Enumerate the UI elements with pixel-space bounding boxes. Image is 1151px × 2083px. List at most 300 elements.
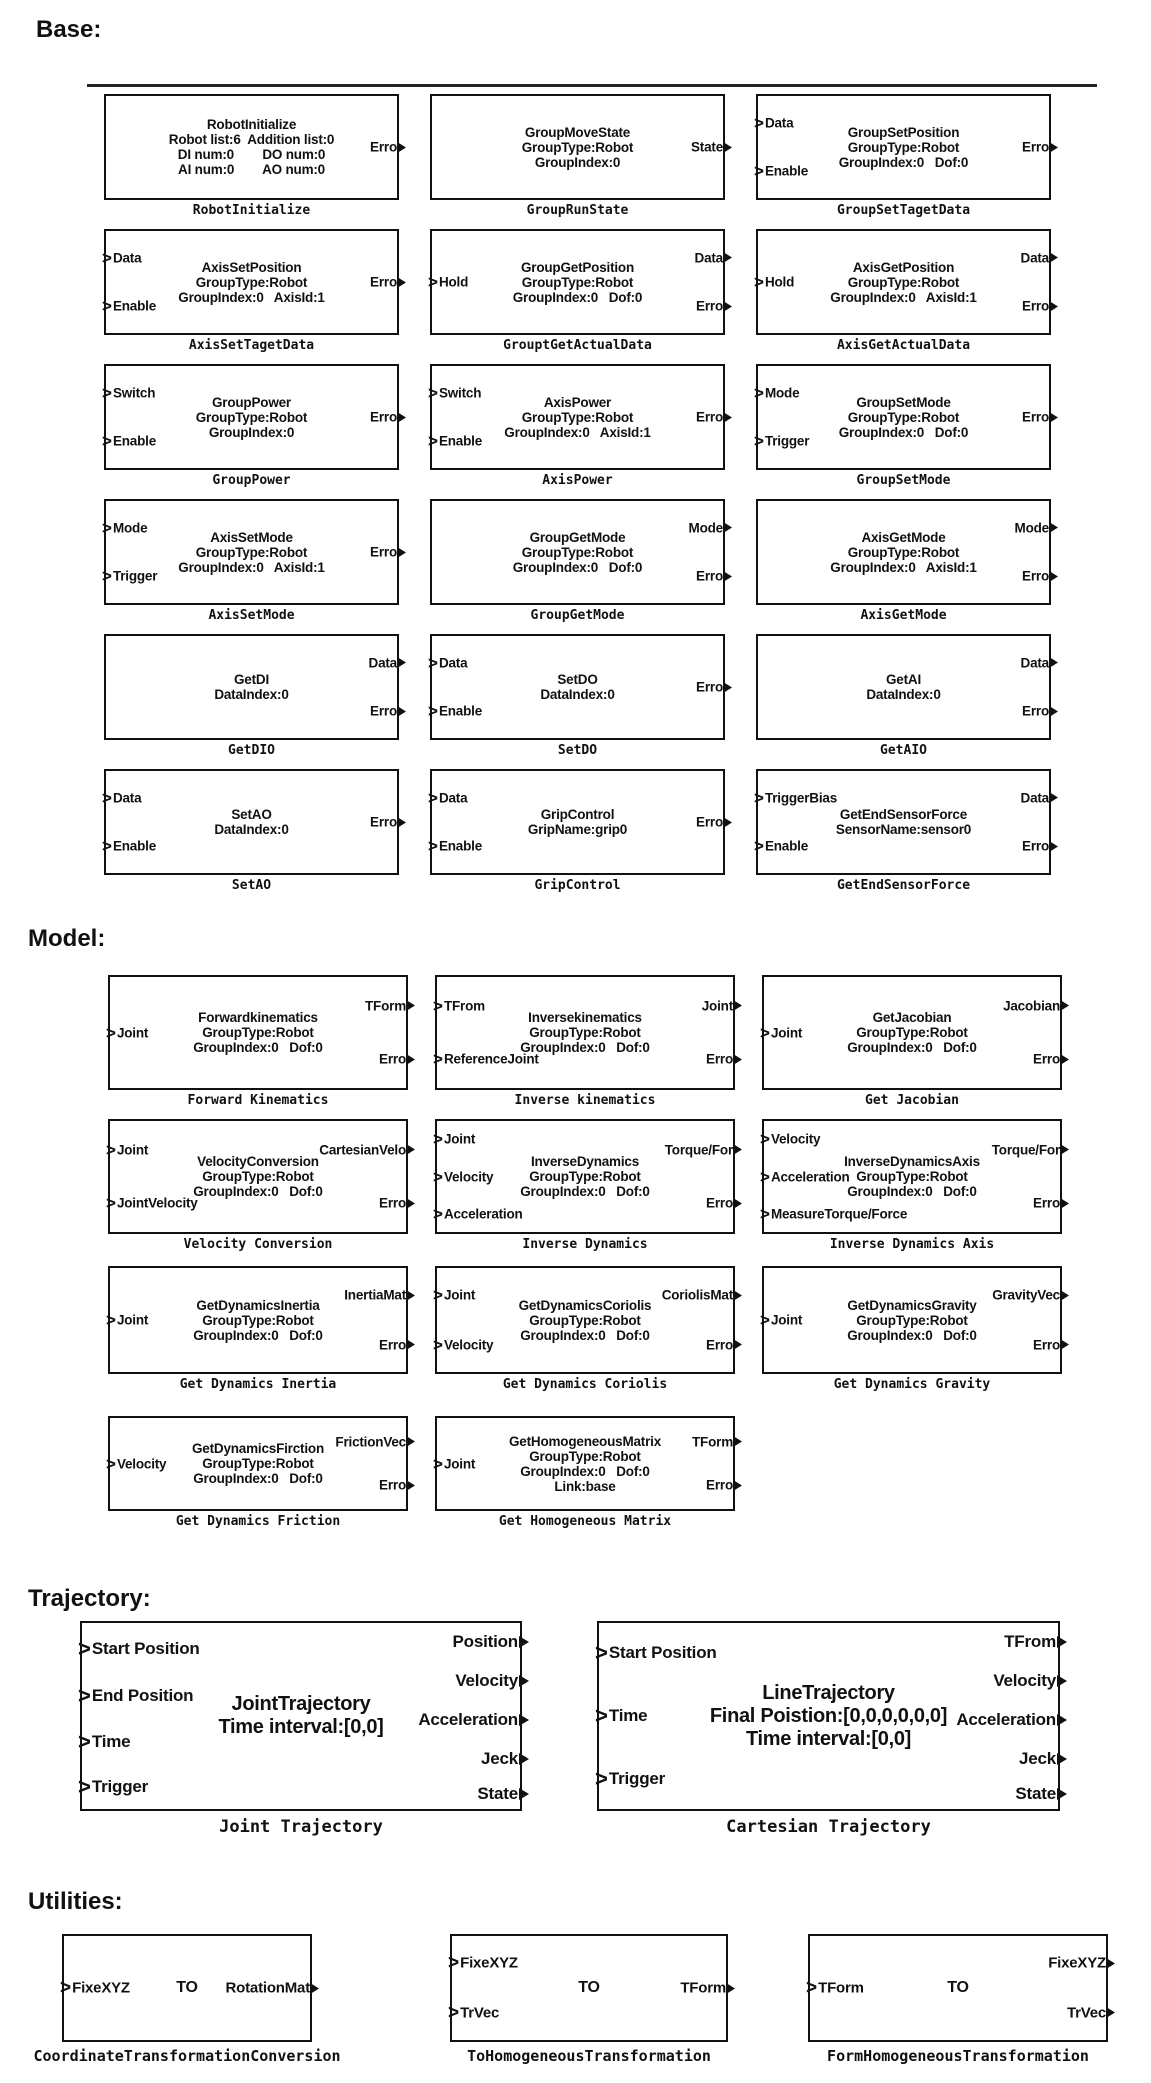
output-port-erro[interactable]	[370, 704, 406, 719]
output-arrow-icon	[724, 253, 732, 263]
block-text-line: GroupType:Robot	[202, 1312, 314, 1328]
output-port-erro[interactable]	[696, 569, 732, 584]
input-port-joint[interactable]	[106, 1312, 148, 1329]
block-cell-get-homogeneous-matrix	[435, 1416, 735, 1531]
port-label: CartesianVelo	[319, 1142, 406, 1158]
block-groupsetmode[interactable]	[756, 364, 1051, 470]
block-get-jacobian[interactable]	[762, 975, 1062, 1090]
input-port-joint[interactable]	[433, 1455, 475, 1472]
block-axissettagetdata[interactable]	[104, 229, 399, 335]
input-port-time[interactable]	[595, 1705, 647, 1727]
block-text-line: AI num:0 AO num:0	[178, 162, 325, 177]
block-setdo[interactable]	[430, 634, 725, 740]
block-caption-text: AxisGetActualData	[836, 338, 971, 353]
block-caption-text: Get Dynamics Friction	[175, 1514, 341, 1529]
input-port-trigger[interactable]	[78, 1773, 149, 1799]
block-coordinatetransformationconversion[interactable]	[62, 1934, 312, 2042]
block-cell-setdo	[430, 634, 725, 760]
port-label: FixeXYZ	[72, 1979, 130, 1997]
block-caption-text: Inverse kinematics	[514, 1093, 656, 1108]
block-caption-text: GroupRunState	[526, 203, 629, 218]
block-text-line: GroupPower	[211, 394, 291, 410]
input-port-triggerbias[interactable]	[754, 789, 837, 806]
port-label: State	[477, 1784, 518, 1804]
input-port-icon: >	[102, 518, 112, 538]
block-cell-groupgetmode	[430, 499, 725, 625]
port-label: Joint	[443, 1131, 476, 1147]
input-port-measuretorque-force[interactable]	[760, 1206, 907, 1223]
output-port-state[interactable]	[477, 1784, 529, 1804]
block-caption	[104, 202, 399, 220]
output-port-erro[interactable]	[706, 1337, 742, 1352]
output-port-jeck[interactable]	[1019, 1749, 1067, 1769]
output-arrow-icon	[1057, 1636, 1067, 1648]
block-text-line: GroupIndex:0 AxisId:1	[504, 424, 651, 440]
output-port-erro[interactable]	[706, 1052, 742, 1067]
output-port-data[interactable]	[1021, 655, 1058, 670]
port-label: TFrom	[1004, 1631, 1056, 1651]
block-text-line: GroupMoveState	[524, 124, 631, 140]
output-port-erro[interactable]	[379, 1196, 415, 1211]
output-port-erro[interactable]	[1022, 299, 1058, 314]
block-cell-setao	[104, 769, 399, 895]
port-label: Time	[608, 1706, 648, 1725]
block-text	[106, 96, 397, 198]
block-setao[interactable]	[104, 769, 399, 875]
port-label: Erro	[706, 1477, 733, 1493]
input-port-enable[interactable]	[102, 433, 156, 450]
port-label: Time	[91, 1732, 131, 1752]
block-text-line: GetDynamicsInertia	[196, 1297, 320, 1313]
input-port-icon: >	[78, 1636, 91, 1662]
block-cell-axissettagetdata	[104, 229, 399, 355]
block-text-line: GetAI	[885, 672, 921, 687]
block-grouptgetactualdata[interactable]	[430, 229, 725, 335]
output-port-velocity[interactable]	[455, 1671, 529, 1691]
output-port-data[interactable]	[1021, 790, 1058, 805]
input-port-icon: >	[595, 1703, 608, 1728]
block-caption	[104, 742, 399, 760]
input-port-hold[interactable]	[428, 274, 468, 291]
block-caption-text: Inverse Dynamics Axis	[829, 1237, 995, 1252]
output-port-data[interactable]	[1021, 250, 1058, 265]
output-port-state[interactable]	[1015, 1784, 1067, 1804]
input-port-icon: >	[754, 836, 764, 856]
block-text-line: AxisGetPosition	[852, 259, 955, 275]
block-text-line: GroupIndex:0 Dof:0	[838, 424, 969, 440]
port-label: Erro	[696, 679, 723, 695]
block-caption-text: Velocity Conversion	[183, 1237, 333, 1252]
output-port-erro[interactable]	[706, 1196, 742, 1211]
block-row	[0, 499, 1151, 625]
output-port-rotationmat[interactable]	[226, 1980, 319, 1997]
output-port-acceleration[interactable]	[418, 1710, 529, 1730]
input-port-joint[interactable]	[760, 1024, 802, 1041]
block-text-line: DataIndex:0	[214, 687, 289, 702]
output-port-data[interactable]	[369, 655, 406, 670]
block-text	[764, 977, 1060, 1088]
output-port-erro[interactable]	[1022, 410, 1058, 425]
input-port-velocity[interactable]	[760, 1130, 820, 1147]
block-grouprunstate[interactable]	[430, 94, 725, 200]
block-text-line: GroupIndex:0	[208, 424, 295, 440]
block-text	[110, 1268, 406, 1372]
block-text-line: Forwardkinematics	[198, 1010, 318, 1025]
port-label: FixeXYZ	[460, 1954, 518, 1972]
output-port-mode[interactable]	[689, 520, 732, 535]
input-port-enable[interactable]	[754, 163, 808, 180]
input-port-icon: >	[78, 1773, 91, 1799]
block-caption-text: ToHomogeneousTransformation	[467, 2047, 711, 2065]
output-port-joint[interactable]	[702, 998, 742, 1013]
port-label: Jacobian	[1003, 998, 1060, 1014]
output-port-data[interactable]	[695, 250, 732, 265]
port-label: Trigger	[112, 568, 158, 584]
block-cell-getaio	[756, 634, 1051, 760]
output-port-erro[interactable]	[379, 1478, 415, 1493]
block-robotinitialize[interactable]	[104, 94, 399, 200]
input-port-icon: >	[428, 653, 438, 673]
output-port-inertiamat[interactable]	[344, 1288, 415, 1303]
block-caption	[756, 607, 1051, 625]
output-port-erro[interactable]	[696, 680, 732, 695]
output-port-erro[interactable]	[1022, 839, 1058, 854]
input-port-enable[interactable]	[102, 838, 156, 855]
input-port-joint[interactable]	[106, 1024, 148, 1041]
input-port-data[interactable]	[428, 789, 467, 806]
block-get-homogeneous-matrix[interactable]	[435, 1416, 735, 1511]
output-port-erro[interactable]	[1022, 704, 1058, 719]
input-port-data[interactable]	[102, 789, 141, 806]
input-port-icon: >	[760, 1129, 770, 1149]
input-port-tform[interactable]	[806, 1979, 864, 1998]
output-port-jeck[interactable]	[481, 1749, 529, 1769]
block-caption-text: AxisGetMode	[860, 608, 947, 623]
input-port-tfrom[interactable]	[433, 997, 485, 1014]
block-inverse-dynamics-axis[interactable]	[762, 1119, 1062, 1234]
output-port-trvec[interactable]	[1067, 2004, 1115, 2021]
block-caption	[104, 877, 399, 895]
output-port-erro[interactable]	[1022, 140, 1058, 155]
output-port-torque-for[interactable]	[992, 1142, 1069, 1157]
block-text-line: GroupGetPosition	[520, 259, 635, 275]
input-port-end-position[interactable]	[78, 1682, 194, 1708]
input-port-icon: >	[78, 1729, 91, 1755]
input-port-referencejoint[interactable]	[433, 1051, 539, 1068]
block-text-line: GroupIndex:0 Dof:0	[520, 1463, 650, 1479]
input-port-enable[interactable]	[102, 298, 156, 315]
port-label: Erro	[1022, 298, 1049, 314]
block-text-line: GroupType:Robot	[847, 139, 960, 155]
block-text-line: DI num:0 DO num:0	[177, 147, 326, 162]
port-label: Data	[1020, 655, 1049, 671]
block-get-dynamics-coriolis[interactable]	[435, 1266, 735, 1374]
block-caption-text: RobotInitialize	[192, 203, 311, 218]
port-label: Torque/For	[664, 1142, 733, 1158]
block-getaio[interactable]	[756, 634, 1051, 740]
block-getdio[interactable]	[104, 634, 399, 740]
port-label: Data	[764, 115, 794, 131]
input-port-hold[interactable]	[754, 274, 794, 291]
output-port-torque-for[interactable]	[665, 1142, 742, 1157]
block-caption-text: Cartesian Trajectory	[726, 1817, 931, 1837]
output-port-erro[interactable]	[696, 299, 732, 314]
input-port-enable[interactable]	[754, 838, 808, 855]
input-port-icon: >	[433, 1335, 443, 1355]
input-port-acceleration[interactable]	[433, 1206, 523, 1223]
block-text	[106, 636, 397, 738]
input-port-mode[interactable]	[102, 519, 147, 536]
output-arrow-icon	[1061, 1340, 1069, 1350]
input-port-enable[interactable]	[428, 433, 482, 450]
block-caption	[430, 472, 725, 490]
output-port-gravityvec[interactable]	[992, 1288, 1069, 1303]
block-axispower[interactable]	[430, 364, 725, 470]
input-port-icon: >	[433, 1167, 443, 1186]
output-arrow-icon	[407, 1198, 415, 1208]
block-row	[0, 1266, 1151, 1394]
port-label: TrVec	[460, 2004, 500, 2022]
output-arrow-icon	[1061, 1001, 1069, 1011]
block-text-line: GroupType:Robot	[521, 139, 634, 155]
input-port-joint[interactable]	[106, 1141, 148, 1158]
block-tohomogeneoustransformation[interactable]	[450, 1934, 728, 2042]
input-port-trigger[interactable]	[102, 568, 157, 585]
block-axisgetactualdata[interactable]	[756, 229, 1051, 335]
output-port-erro[interactable]	[1033, 1337, 1069, 1352]
output-port-erro[interactable]	[1022, 569, 1058, 584]
block-text-line: GroupIndex:0 Dof:0	[193, 1327, 323, 1343]
port-label: Erro	[379, 1477, 406, 1493]
block-cell-inverse-dynamics	[435, 1119, 735, 1254]
section-heading-utilities: Utilities:	[28, 1888, 123, 1915]
output-arrow-icon	[1050, 523, 1058, 533]
output-port-frictionvec[interactable]	[335, 1434, 415, 1449]
block-text	[106, 501, 397, 603]
block-text-line: GroupSetMode	[856, 394, 951, 410]
output-port-tform[interactable]	[365, 998, 415, 1013]
block-cell-inverse-kinematics	[435, 975, 735, 1110]
output-port-erro[interactable]	[706, 1478, 742, 1493]
block-text-line: GroupType:Robot	[202, 1169, 314, 1184]
output-port-mode[interactable]	[1015, 520, 1058, 535]
block-caption	[597, 1816, 1060, 1838]
input-port-switch[interactable]	[102, 384, 155, 401]
block-caption	[430, 742, 725, 760]
output-port-state[interactable]	[691, 140, 732, 155]
output-port-erro[interactable]	[696, 815, 732, 830]
input-port-velocity[interactable]	[106, 1455, 166, 1472]
output-arrow-icon	[724, 817, 732, 827]
block-text	[106, 231, 397, 333]
output-arrow-icon	[734, 1480, 742, 1490]
block-cartesian-trajectory[interactable]	[597, 1621, 1060, 1811]
block-text-line: GroupIndex:0 Dof:0	[520, 1184, 650, 1199]
output-port-erro[interactable]	[370, 410, 406, 425]
input-port-icon: >	[806, 1977, 818, 1999]
block-caption	[435, 1513, 735, 1531]
block-cell-grouptgetactualdata	[430, 229, 725, 355]
output-arrow-icon	[734, 1437, 742, 1447]
block-groupsettagetdata[interactable]	[756, 94, 1051, 200]
output-port-tfrom[interactable]	[1004, 1632, 1067, 1652]
block-caption	[808, 2046, 1108, 2066]
block-text-line: GroupIndex:0 Dof:0	[847, 1327, 977, 1343]
output-port-tform[interactable]	[692, 1434, 742, 1449]
output-port-cartesianvelo[interactable]	[319, 1142, 415, 1157]
block-text-line: GetDynamicsCoriolis	[518, 1297, 652, 1313]
input-port-joint[interactable]	[433, 1287, 475, 1304]
output-port-coriolismat[interactable]	[662, 1288, 742, 1303]
block-text	[432, 231, 723, 333]
output-port-tform[interactable]	[680, 1980, 735, 1997]
input-port-start-position[interactable]	[78, 1638, 200, 1660]
output-port-erro[interactable]	[379, 1052, 415, 1067]
port-label: Acceleration	[770, 1169, 850, 1184]
block-cell-get-dynamics-inertia	[108, 1266, 408, 1394]
block-text-line: GroupIndex:0 AxisId:1	[830, 559, 977, 575]
input-port-icon: >	[595, 1639, 608, 1665]
input-port-icon: >	[428, 272, 438, 292]
output-port-erro[interactable]	[370, 545, 406, 560]
port-label: Erro	[706, 1337, 733, 1353]
block-caption-text: Get Jacobian	[865, 1093, 959, 1108]
input-port-time[interactable]	[78, 1731, 130, 1753]
input-port-icon: >	[433, 1285, 443, 1305]
block-caption-text: GetAIO	[880, 743, 927, 758]
block-velocity-conversion[interactable]	[108, 1119, 408, 1234]
block-get-dynamics-inertia[interactable]	[108, 1266, 408, 1374]
output-port-jacobian[interactable]	[1003, 998, 1069, 1013]
input-port-trigger[interactable]	[595, 1768, 665, 1790]
input-port-fixexyz[interactable]	[448, 1954, 518, 1973]
port-label: Data	[1020, 790, 1049, 806]
output-port-erro[interactable]	[370, 815, 406, 830]
block-axissetmode[interactable]	[104, 499, 399, 605]
block-inverse-dynamics[interactable]	[435, 1119, 735, 1234]
block-text-line: LineTrajectory	[762, 1681, 895, 1704]
block-text-line: GroupIndex:0 Dof:0	[193, 1184, 323, 1199]
block-inverse-kinematics[interactable]	[435, 975, 735, 1090]
output-arrow-icon	[519, 1714, 529, 1726]
output-arrow-icon	[1061, 1054, 1069, 1064]
block-text-line: RobotInitialize	[206, 117, 297, 132]
input-port-icon: >	[433, 1204, 443, 1224]
input-port-data[interactable]	[428, 654, 467, 671]
block-row	[0, 1119, 1151, 1254]
section-heading-base: Base:	[36, 16, 102, 43]
output-arrow-icon	[398, 817, 406, 827]
output-arrow-icon	[724, 142, 732, 152]
input-port-icon: >	[106, 1454, 116, 1473]
input-port-joint[interactable]	[433, 1130, 475, 1147]
input-port-icon: >	[760, 1310, 770, 1330]
input-port-fixexyz[interactable]	[60, 1979, 130, 1998]
input-port-mode[interactable]	[754, 384, 799, 401]
input-port-trigger[interactable]	[754, 433, 809, 450]
input-port-acceleration[interactable]	[760, 1168, 850, 1185]
port-label: Erro	[696, 568, 723, 584]
block-formhomogeneoustransformation[interactable]	[808, 1934, 1108, 2042]
block-groupgetmode[interactable]	[430, 499, 725, 605]
output-port-position[interactable]	[453, 1632, 529, 1652]
input-port-switch[interactable]	[428, 384, 481, 401]
block-get-dynamics-friction[interactable]	[108, 1416, 408, 1511]
block-text	[432, 636, 723, 738]
input-port-icon: >	[102, 788, 112, 808]
output-arrow-icon	[311, 1983, 319, 1993]
output-port-erro[interactable]	[370, 140, 406, 155]
block-caption-text: GetDIO	[228, 743, 275, 758]
port-label: Erro	[1033, 1051, 1060, 1067]
block-row	[0, 1621, 1151, 1838]
port-label: Enable	[764, 838, 809, 854]
port-label: Joint	[770, 1025, 803, 1040]
input-port-jointvelocity[interactable]	[106, 1195, 198, 1212]
block-text-line: GroupType:Robot	[856, 1312, 968, 1328]
output-arrow-icon	[407, 1290, 415, 1300]
output-port-erro[interactable]	[370, 275, 406, 290]
input-port-joint[interactable]	[760, 1312, 802, 1329]
input-port-icon: >	[754, 272, 764, 292]
port-label: Start Position	[91, 1639, 200, 1659]
port-label: Erro	[696, 298, 723, 314]
block-caption	[430, 607, 725, 625]
block-caption	[104, 337, 399, 355]
input-port-enable[interactable]	[428, 703, 482, 720]
block-axisgetmode[interactable]	[756, 499, 1051, 605]
output-port-erro[interactable]	[1033, 1052, 1069, 1067]
block-gripcontrol[interactable]	[430, 769, 725, 875]
block-text-line: GroupIndex:0 Dof:0	[520, 1040, 650, 1055]
port-label: End Position	[91, 1685, 194, 1705]
output-port-acceleration[interactable]	[956, 1710, 1067, 1730]
input-port-enable[interactable]	[428, 838, 482, 855]
output-arrow-icon	[1061, 1145, 1069, 1155]
block-text-line: GroupIndex:0	[534, 154, 621, 170]
port-label: Mode	[764, 385, 800, 401]
block-text-line: GroupType:Robot	[202, 1025, 314, 1040]
output-port-erro[interactable]	[696, 410, 732, 425]
output-port-erro[interactable]	[1033, 1196, 1069, 1211]
port-label: Acceleration	[418, 1709, 518, 1729]
input-port-velocity[interactable]	[433, 1336, 493, 1353]
input-port-velocity[interactable]	[433, 1168, 493, 1185]
input-port-start-position[interactable]	[595, 1639, 717, 1665]
block-joint-trajectory[interactable]	[80, 1621, 522, 1811]
input-port-icon: >	[102, 566, 112, 586]
section-utilities	[0, 1888, 1151, 2066]
input-port-icon: >	[754, 431, 764, 451]
input-port-trvec[interactable]	[448, 2003, 499, 2022]
block-row	[0, 975, 1151, 1110]
block-getendsensorforce[interactable]	[756, 769, 1051, 875]
block-caption-text: GetEndSensorForce	[836, 878, 971, 893]
output-port-velocity[interactable]	[993, 1671, 1067, 1691]
block-forward-kinematics[interactable]	[108, 975, 408, 1090]
block-cell-coordinatetransformationconversion	[33, 1934, 341, 2066]
port-label: Jeck	[480, 1748, 518, 1768]
block-text-line: GroupIndex:0 Dof:0	[847, 1184, 977, 1199]
block-grouppower[interactable]	[104, 364, 399, 470]
block-get-dynamics-gravity[interactable]	[762, 1266, 1062, 1374]
block-text-line: Link:base	[554, 1478, 616, 1494]
port-label: Trigger	[608, 1769, 666, 1789]
input-port-data[interactable]	[754, 114, 793, 131]
input-port-data[interactable]	[102, 249, 141, 266]
output-port-fixexyz[interactable]	[1048, 1955, 1115, 1972]
output-port-erro[interactable]	[379, 1337, 415, 1352]
